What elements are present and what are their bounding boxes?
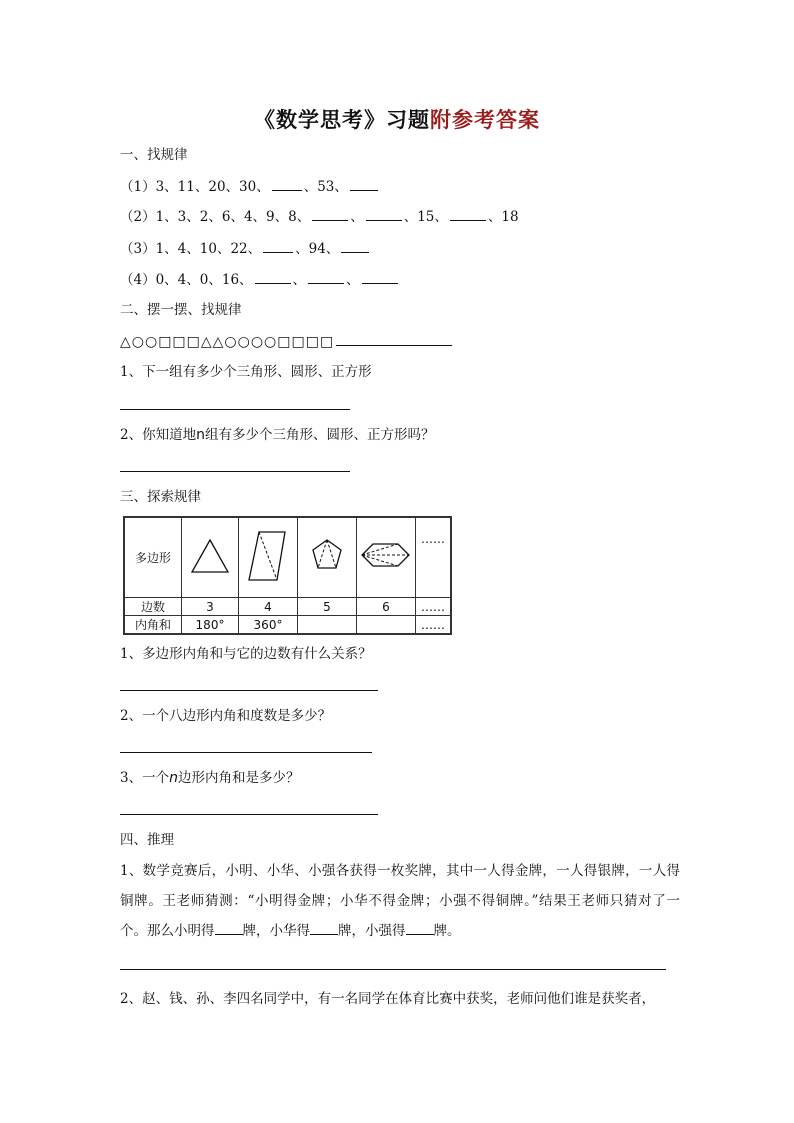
s4-problem-1: 1、数学竞赛后，小明、小华、小强各获得一枚奖牌，其中一人得金牌，一人得银牌，一人得铜牌。王老师猜测：“小明得金牌；小华不得金牌；小强不得铜牌。”结果王老师只猜对了一个。那么小明得 牌，小华得 牌，小强得 牌。 [120, 863, 680, 939]
s3-question-3: 3、一个n边形内角和是多少？ [120, 770, 300, 786]
s4-problem-2: 2、赵、钱、孙、李四名同学中，有一名同学在体育比赛中获奖，老师问他们谁是获奖者， [120, 991, 656, 1007]
sides-value: 4 [239, 598, 298, 616]
title-main: 《数学思考》习题 [254, 107, 430, 132]
sides-value: 5 [298, 598, 357, 616]
answer-blank[interactable] [263, 239, 293, 253]
s1-question-4: （4）0、4、0、16、 、 、 [120, 270, 400, 289]
title-highlight: 附参考答案 [430, 107, 540, 132]
s1-question-3: （3）1、4、10、22、 、94、 [120, 239, 371, 258]
answer-line[interactable] [120, 969, 666, 970]
answer-blank[interactable] [450, 207, 486, 221]
hexagon-figure [357, 517, 416, 598]
answer-blank[interactable] [362, 270, 398, 284]
answer-line[interactable] [120, 814, 378, 815]
s1-question-2: （2）1、3、2、6、4、9、8、 、 、15、 、18 [120, 209, 519, 225]
section-1-heading: 一、找规律 [120, 147, 188, 163]
s2-question-2: 2、你知道地n组有多少个三角形、圆形、正方形吗？ [120, 427, 435, 443]
pentagon-figure [298, 517, 357, 598]
parallelogram-figure [239, 517, 298, 598]
angle-sum-cell[interactable] [357, 616, 416, 635]
page-title [0, 104, 794, 134]
angle-sum-value: 360° [239, 616, 298, 635]
s3-question-1: 1、多边形内角和与它的边数有什么关系？ [120, 646, 372, 662]
s1-question-1: （1）3、11、20、30、 、53、 [120, 177, 380, 196]
polygon-table [123, 516, 452, 635]
s2-question-1: 1、下一组有多少个三角形、圆形、正方形 [120, 364, 372, 380]
angle-sum-cell[interactable] [298, 616, 357, 635]
answer-blank[interactable] [310, 920, 338, 935]
ellipsis-cell: …… [416, 517, 452, 598]
section-2-heading: 二、摆一摆、找规律 [120, 302, 242, 318]
triangle-figure [182, 517, 239, 598]
section-3-heading: 三、探索规律 [120, 489, 201, 505]
row-label-angle-sum: 内角和 [124, 616, 182, 635]
answer-blank[interactable] [350, 177, 378, 191]
angle-sum-value: 180° [182, 616, 239, 635]
shape-pattern: △○○□□□△△○○○○□□□□ [120, 332, 454, 351]
answer-blank[interactable] [312, 207, 348, 221]
section-4-heading: 四、推理 [120, 832, 174, 848]
answer-blank[interactable] [406, 920, 434, 935]
answer-line[interactable] [120, 752, 372, 753]
answer-blank[interactable] [366, 207, 402, 221]
answer-line[interactable] [120, 409, 350, 410]
answer-blank[interactable] [308, 270, 344, 284]
answer-blank[interactable] [336, 332, 452, 346]
sides-value: 3 [182, 598, 239, 616]
answer-blank[interactable] [341, 239, 369, 253]
answer-line[interactable] [120, 690, 378, 691]
sides-value: 6 [357, 598, 416, 616]
answer-line[interactable] [120, 471, 350, 472]
ellipsis-cell: …… [416, 598, 452, 616]
row-label-polygon: 多边形 [124, 517, 182, 598]
ellipsis-cell: …… [416, 616, 452, 635]
answer-blank[interactable] [215, 920, 243, 935]
s3-question-2: 2、一个八边形内角和度数是多少？ [120, 708, 332, 724]
answer-blank[interactable] [272, 177, 302, 191]
answer-blank[interactable] [255, 270, 291, 284]
row-label-sides: 边数 [124, 598, 182, 616]
